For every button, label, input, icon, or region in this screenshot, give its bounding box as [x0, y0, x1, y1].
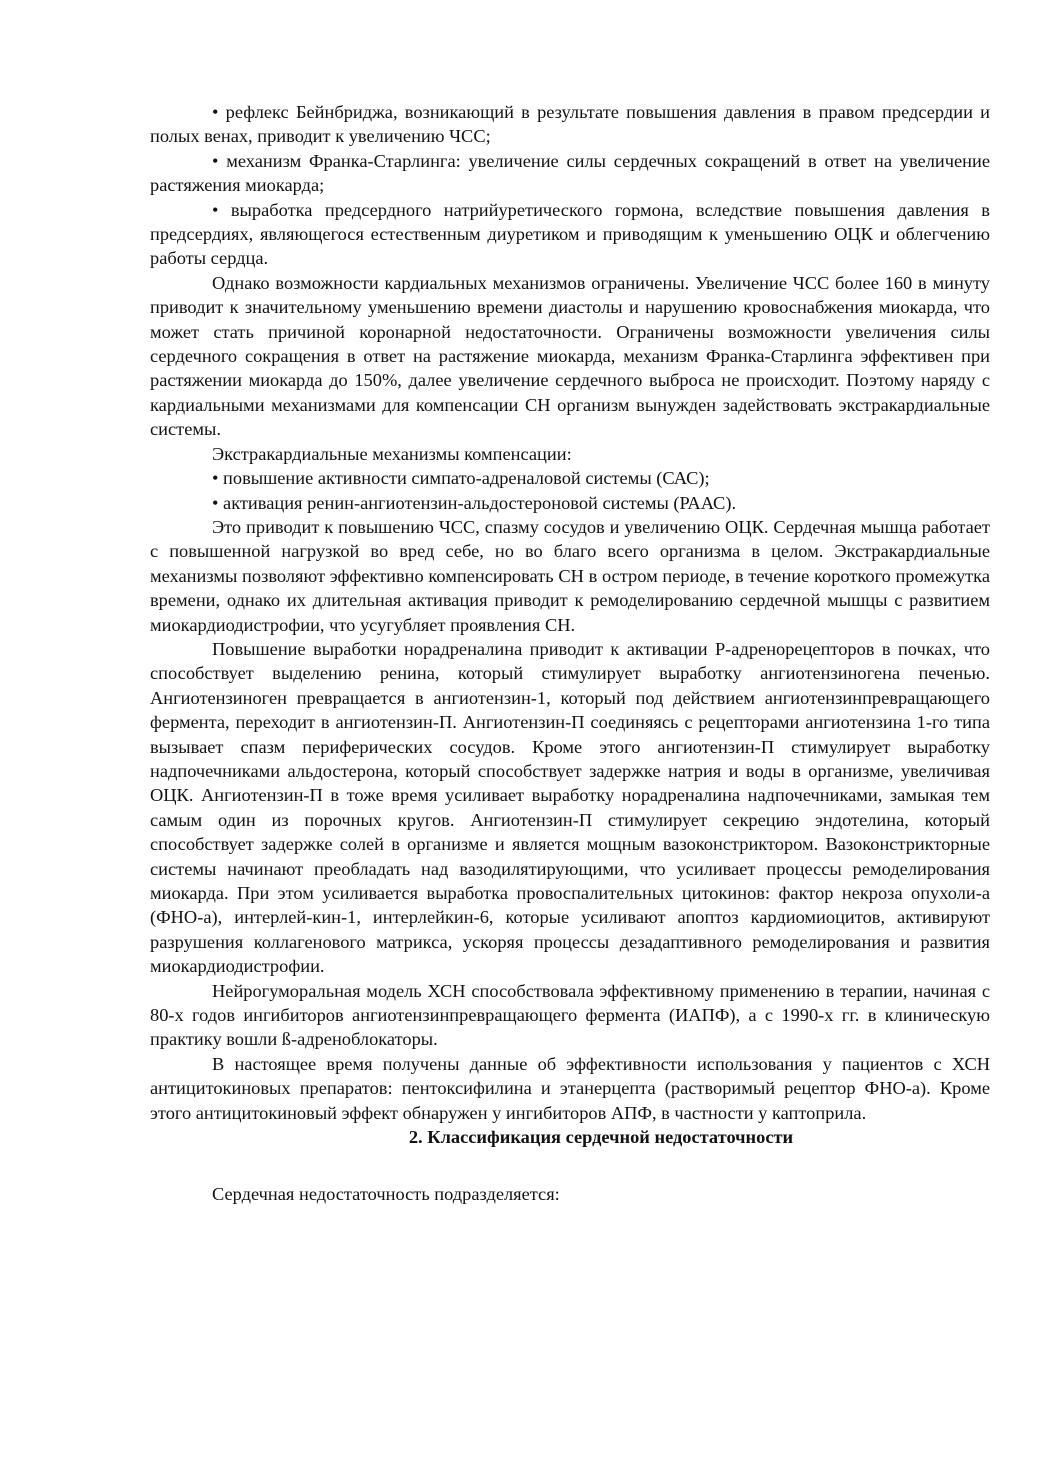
paragraph-noradrenaline-cascade: Повышение выработки норадреналина приводит к активации Р-адренорецепторов в почках, что способствует выделению ренина, который стимулирует выработку ангиотензиногена печенью. Ангиотензиноген превращается в ангиотензин-1, который под действием ангиотензинпревращающего фермента, переходит в ангиотензин-П. Ангиотензин-П соединяясь с рецепторами ангиотензина 1-го типа вызывает спазм периферических сосудов. Кроме этого ангиотензин-П стимулирует выработку надпочечниками альдостерона, который способствует задержке натрия и воды в организме, увеличивая ОЦК. Ангиотензин-П в тоже время усиливает выработку норадреналина надпочечниками, замыкая тем самым один из порочных кругов. Ангиотензин-П стимулирует секрецию эндотелина, который способствует задержке солей в организме и является мощным вазоконстриктором. Вазоконстрикторные системы начинают преобладать над вазодилятирующими, что усиливает процессы ремоделирования миокарда. При этом усиливается выработка провоспалительных цитокинов: фактор некроза опухоли-а (ФНО-а), интерлей-кин-1, интерлейкин-6, которые усиливают апоптоз кардиомиоцитов, активируют разрушения коллагенового матрикса, ускоряя процессы дезадаптивного ремоделирования и развития миокардиодистрофии. — [150, 638, 990, 977]
paragraph-extracardiac-effects: Это приводит к повышению ЧСС, спазму сосудов и увеличению ОЦК. Сердечная мышца работает с повышенной нагрузкой во вред себе, но во благо всего организма в целом. Экстракардиальные механизмы позволяют эффективно компенсировать СН в остром периоде, в течение короткого промежутка времени, однако их длительная активация приводит к ремоделированию сердечной мышцы с развитием миокардиодистрофии, что усугубляет проявления СН. — [150, 516, 990, 635]
paragraph-extracardiac-intro: Экстракардиальные механизмы компенсации: — [212, 443, 572, 464]
paragraph-anticytokine-drugs: В настоящее время получены данные об эффективности использования у пациентов с ХСН антицитокиновых препаратов: пентоксифилина и этанерцепта (растворимый рецептор ФНО-а). Кроме этого антицитокиновый эффект обнаружен у ингибиторов АПФ, в частности у каптоприла. — [150, 1053, 990, 1123]
document-page — [150, 100, 990, 1207]
section-heading: 2. Классификация сердечной недостаточности — [408, 1127, 794, 1148]
paragraph-classification-intro: Сердечная недостаточность подразделяется: — [212, 1184, 560, 1205]
list-item-sas: • повышение активности симпато-адреналовой системы (САС); — [212, 468, 710, 489]
paragraph-cardiac-limits: Однако возможности кардиальных механизмов ограничены. Увеличение ЧСС более 160 в минуту приводит к значительному уменьшению времени диастолы и нарушению кровоснабжения миокарда, что может стать причиной коронарной недостаточности. Ограничены возможности увеличения силы сердечного сокращения в ответ на растяжение миокарда, механизм Франка-Старлинга эффективен при растяжении миокарда до 150%, далее увеличение сердечного выброса не происходит. Поэтому наряду с кардиальными механизмами для компенсации СН организм вынужден задействовать экстракардиальные системы. — [150, 272, 990, 440]
paragraph-bainbridge-reflex: • рефлекс Бейнбриджа, возникающий в результате повышения давления в правом предсердии и полых венах, приводит к увеличению ЧСС; — [150, 102, 990, 147]
paragraph-natriuretic-hormone: • выработка предсердного натрийуретического гормона, вследствие повышения давления в предсердиях, являющегося естественным диуретиком и приводящим к уменьшению ОЦК и облегчению работы сердца. — [150, 199, 990, 269]
heading-spacer — [150, 1149, 990, 1182]
paragraph-frank-starling: • механизм Франка-Старлинга: увеличение силы сердечных сокращений в ответ на увеличение растяжения миокарда; — [150, 150, 990, 196]
list-item-raas: • активация ренин-ангиотензин-альдостероновой системы (РААС). — [212, 492, 737, 513]
paragraph-neurohumoral-model: Нейрогуморальная модель ХСН способствовала эффективному применению в терапии, начиная с 80-х годов ингибиторов ангиотензинпревращающего фермента (ИАПФ), а с 1990-х гг. в клиническую практику вошли ß-адреноблокаторы. — [150, 980, 990, 1050]
